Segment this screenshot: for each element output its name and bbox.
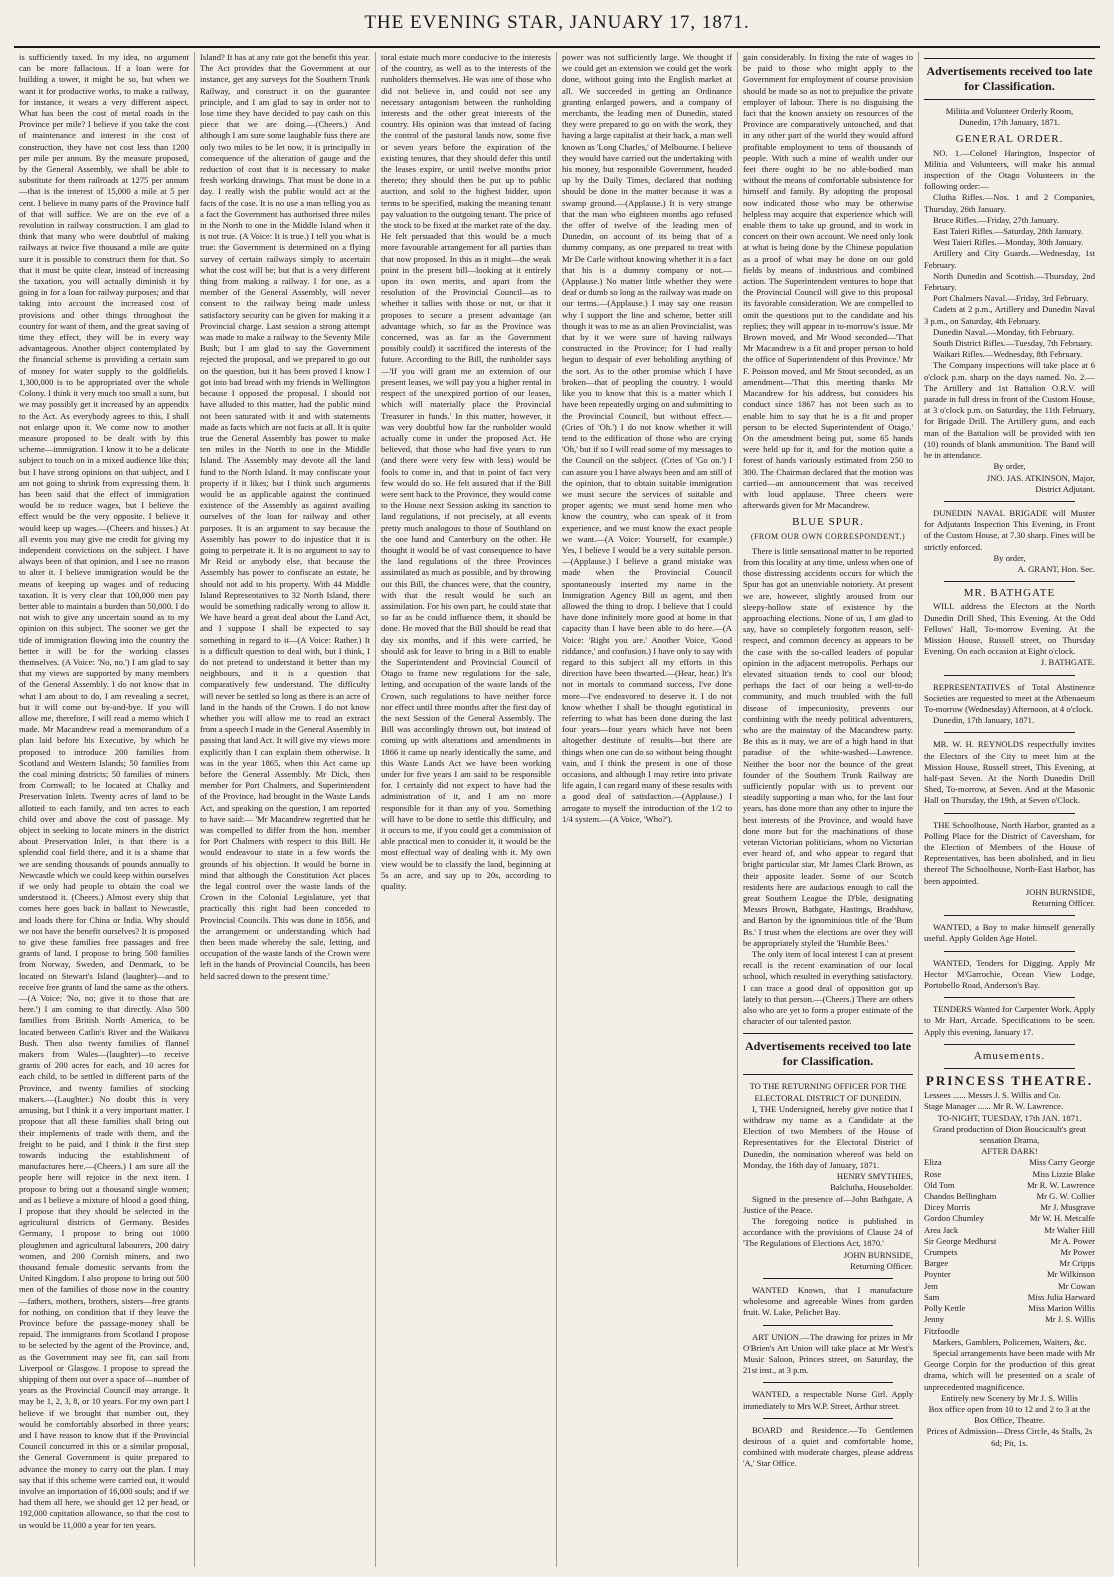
cast-row <box>924 1247 1095 1258</box>
returning-officer: JOHN BURNSIDE, <box>843 1249 913 1260</box>
divider <box>763 1418 893 1419</box>
actor: Mr J. S. Willis <box>1045 1314 1095 1325</box>
column-3 <box>376 52 557 1567</box>
actor: Mr G. W. Collier <box>1036 1191 1095 1202</box>
blue-spur-body: There is little sensational matter to be reported from this locality at any time, unless when one of those distressing accidents occurs for which the Spur has got an unenviable notoriety. At present we are, however, slightly aroused from our sleepy-hollow state of existence by the approaching elections. None of us, I am glad to say, have so completely forgotten reason, self-respect, and common decency as appears to be the case with the so-called leaders of popular opinion in the adjacent metropolis. Perhaps our elevated situation tends to cool our blood; perhaps the fact of our being a well-to-do community, and much troubled with the full disease of impecuniosity, prevents our combining with the needy political adventurers, who are the mainstay of the Macandrew party. Be this as it may, we are of a high hand in that paradise of the white-washed—Lawrence. Neither the boor nor the bounce of the great founder of the Southern Trunk Railway are sufficiently popular with us to prevent our steadily supporting a man who, for the last four years, has done more than any other to injure the best interests of the Province, and would have done more but for the machinations of those veteran Victorian politicians, whom no Victorian ever heard of, and who appear to regard that bright particular star, Mr James Clark Brown, as their apposite leader. Some of our Scotch residents here are audacious enough to call the great Southern League the D'ble, designating Messrs Brown, Bathgate, Hastings, Bradshaw, and Barton by the ignominious title of the 'Bum Bs.' I trust when the elections are over they will be appropriately styled the 'Humble Bees.' <box>743 545 913 948</box>
militia-footer: The Company inspections will take place at 6 o'clock p.m. sharp on the days named. No. 2.—The Artillery and 1st Battalion O.R.V. will parade in full dress in front of the Custom House, at 3 o'clock p.m. on Saturday, the 11th February, for Brigade Drill. The Artillery guns, and each man of the Battalion will be provided with ten (10) rounds of blank ammunition. The Band will be in attendance. <box>924 360 1095 461</box>
role: Jenny <box>924 1314 945 1325</box>
role: Polly Kettle <box>924 1303 966 1314</box>
schoolhouse-signature-2: Returning Officer. <box>1032 898 1095 908</box>
article-text: is sufficiently taxed. In my idea, no argument can be more fallacious. If a loan were for building a tower, it might be so, but when we want it for productive works, to make a railway, for instance, it wears a very different aspect. What has been the cost of metal roads in the Province per mile? I believe if you take the cost of maintenance and interest in the cost of construction, they have not cost less than 1200 per mile per annum. By the measure proposed, by the General Assembly, we shall be able to substitute for them railroads at 1275 per annum—that is the interest of 15,000 a mile at 5 per cent. I believe in many parts of the Province half of that will suffice. We are on the eve of a revolution in railway construction. I am glad to think that many who were doubtful of making railways at twice five thousand a mile are quite sure it is possible to construct them for that. So that it must be quite clear, instead of increasing the taxation, you will actually diminish it by going in for a loan for railway purposes; and that taking into account the increased cost of provisions and other things throughout the country for want of them, and the great saving of time they effect, they will be in every way advantageous. Another object contemplated by the financial scheme is providing a certain sum of money for water supply to the goldfields. 1,300,000 is to be appropriated over the whole Colony. I think it very much too small a sum, but we may possibly get it increased by an appendix to the Act. As everybody agrees to this, I shall not enlarge upon it. We come now to another measure proposed to be dealt with by this scheme—immigration. I know it to be a delicate subject to touch on in a mixed audience like this; but I have strong opinions on that subject, and I am not going to shrink from expressing them. It has been said that the effect of immigration would be to reduce wages, but I believe the effect would be the very opposite. I believe it would keep up wages.—(Cheers and hisses.) At all events you may give me credit for giving my independent convictions on the subject. I have always been of that opinion, and I see no reason to alter it. I believe immigration would be the means of keeping up wages and of reducing taxation. It is very clear that 100,000 men pay better able to maintain a burden than 50,000. I do not wish to give any uncertain sound as to my opinion on this subject. The sooner we get the tide of immigration flowing into the country the better it will be for the working classes themselves. (A Voice: 'No, no.') I am glad to say that my views are supported by many members of the General Assembly. I do not know that in what I am about to do, I am revealing a secret, but it will come out by-and-bye. If you will allow me, therefore, I will read a memo which I made. Mr Macandrew read a memorandum of a plan laid before his Executive, by which he proposed to introduce 200 families from Scotland and Western Islands; 50 families from the coal mining districts; 50 families of miners from Cornwall; to be located at Chalky and Preservation Inlets. Twenty acres of land to be allotted to each family, and ten acres to each child over and above the cost of passage. My object in seeking to locate miners in the district about Preservation Inlet, is that there is a splendid coal field there, and it is a shame that we are sending thousands of pounds annually to Newcastle which we could keep within ourselves if we only had people to obtain the coal we understood it. (Cheers.) Almost every ship that comes here goes back in ballast to Newcastle, and loads there for China or India. Why should we not have the benefit ourselves? It is proposed to give these families free passages and free grants of land. I propose to bring 500 families from Norway, Sweden, and Denmark, to be located on Stewart's Island (laughter)—and to receive free grants of land the same as the others.—(A Voice: 'No, no; give it to those that are here.') I am coming to that directly. Also 500 families from British North America, to be located between Catlin's River and the Waikava Bush. Then also twenty families of flannel makers from Wales—(laughter)—to receive grants of 200 acres for each, and 10 acres for each child, to be settled in different parts of the Province, and twenty families of stocking makers.—(Laughter.) No doubt this is very amusing, but I think it a very important matter. I propose that all these families shall bring out their implements of trade with them, and the freight to be paid, and I think it the first step towards inducing the establishment of manufactures here.—(Cheers.) I am sure all the people here will rejoice in the next item. I propose to bring out a thousand single women; and as I believe a mixture of blood a good thing, I propose that they should be selected in the agricultural districts of Germany. Besides Germany, I propose to bring out 1000 ploughmen and agricultural labourers, 200 dairy women, and 200 Cornish miners, and two thousand female domestic servants from the United Kingdom. I also propose to bring out 500 men of the families of those now in the country—fathers, mothers, brothers, sisters—free grants for nothing, on condition that if they leave the Province before the passage-money shall be repaid. The immigrants from Scotland I propose to be selected by the agent of the Province, and, as the Government may see fit, can sail from Liverpool or Glasgow. I propose to spread the shipping of them out over a space of—number of years as the Provincial Council may arrange. It may be 1, 2, 3, 8, or 10 years. For my own part I believe if we brought that number out, they would be comfortably absorbed in three years; and I have reason to know that if the Provincial Council concurred in this or a similar proposal, the General Government is quite prepared to advance the money to carry out the plan. I may say that if this scheme were carried out, it would involve an importation of 16,000 souls; and if we had them all here, we should get 12 per head, or 192,000 capitation allowance, so that the cost to us would be 11,000 a year for ten years. <box>19 52 189 1530</box>
divider <box>944 997 1075 998</box>
newspaper-title: THE EVENING STAR, JANUARY 17, 1871. <box>364 12 750 33</box>
schedule-item: West Taieri Rifles.—Monday, 30th January. <box>933 237 1084 248</box>
divider <box>944 581 1075 582</box>
newspaper-columns <box>14 52 1100 1567</box>
returning-foregoing: The foregoing notice is published in accordance with the provisions of Clause 24 of 'The Regulations of Elections Act, 1870.' <box>743 1215 913 1249</box>
role: Sir George Medhurst <box>924 1235 997 1246</box>
naval-by-order: By order, <box>993 552 1026 563</box>
cast-row <box>924 1169 1095 1180</box>
divider <box>944 951 1075 952</box>
schoolhouse-signature: JOHN BURNSIDE, <box>1025 886 1095 897</box>
role: Crumpets <box>924 1247 958 1258</box>
cast-row <box>924 1202 1095 1213</box>
cast-row <box>924 1157 1095 1168</box>
schoolhouse-ad: THE Schoolhouse, North Harbor, granted as a Polling Place for the District of Caversham, for the Election of Members of the House of Representatives, has been abolished, and in lieu thereof The Schoolhouse, North-East Harbor, has been appointed. <box>924 819 1095 886</box>
returning-witness: Signed in the presence of—John Bathgate, A Justice of the Peace. <box>743 1193 913 1215</box>
militia-heading-1: Militia and Volunteer Orderly Room, <box>945 106 1074 116</box>
actor: Mr Wilkinson <box>1047 1269 1095 1280</box>
role: Rose <box>924 1168 942 1179</box>
theatre-grand: Grand production of Dion Boucicault's great sensation Drama, <box>932 1123 1087 1146</box>
schedule-item: Cadets at 2 p.m., Artillery and Dunedin Naval 3 p.m., on Saturday, 4th February. <box>924 304 1095 326</box>
cast-row <box>924 1258 1095 1269</box>
article-text: gain considerably. In fixing the rate of wages to be paid to those who might apply to the Government for employment of course provision should be made so as not to prejudice the private employer of labour. There is no disguising the fact that the known anxiety on resources of the Province are comparatively untouched, and that in any other part of the world they would afford profitable employment to tens of thousands of people. With such a mine of wealth under our feet there ought to be no able-bodied man without the means of comfortable subsistence for himself and family. By adopting the proposal now indicated those who may be otherwise helpless may acquire that experience which will enable them to take up ground, and to work in concert on their own account. We need only look at what is being done by the Chinese population as a proof of what may be done on our gold fields by means of industrious and combined action. The Superintendent ventures to hope that the Provincial Council will give to this proposal its favorable consideration. We are compelled to omit the questions put to the candidate and his replies; they will appear in to-morrow's issue. Mr Brown moved, and Mr Wood seconded—'That Mr Macandrew is a fit and proper person to hold the office of Superintendent of this Province.' Mr F. Poisson moved, and Mr Stout seconded, as an amendment—'That this meeting thanks Mr Macandrew for his address, but considers his conduct since 1867 has not been such as to enable him to say that he is a fit and proper person to be elected Superintendent of Otago.' On the amendment being put, some 65 hands were held up for it, and for the motion quite a forest of hands variously estimated from 250 to 300. The Chairman declared that the motion was carried—an announcement that was received with loud applause. Three cheers were afterwards given for Mr Macandrew. <box>743 52 913 511</box>
schedule-item: North Dunedin and Scottish.—Thursday, 2nd February. <box>924 270 1095 293</box>
returning-signature-2: Balclutha, Householder. <box>830 1182 913 1193</box>
art-union-ad: ART UNION.—The drawing for prizes in Mr O'Brien's Art Union will take place at Mr West's Music Saloon, Princes street, on Saturday, the 21st inst., at 3 p.m. <box>743 1331 913 1376</box>
divider <box>944 1068 1075 1069</box>
actor: Mr Power <box>1060 1247 1095 1258</box>
blue-spur-subtitle: (FROM OUR OWN CORRESPONDENT.) <box>750 531 906 541</box>
theatre-scenery: Entirely new Scenery by Mr J. S. Willis <box>941 1392 1078 1403</box>
actor: Miss Julia Harward <box>1027 1291 1095 1302</box>
bathgate-title: MR. BATHGATE <box>963 587 1056 600</box>
divider <box>944 675 1075 676</box>
theatre-prices: Prices of Admission—Dress Circle, 4s Stalls, 2s 6d; Pit, 1s. <box>926 1426 1093 1448</box>
column-1 <box>14 52 195 1567</box>
cast-row <box>924 1303 1095 1314</box>
nurse-ad: WANTED, a respectable Nurse Girl. Apply immediately to Mrs W.P. Street, Arthur street. <box>743 1389 913 1411</box>
abstinence-ad: REPRESENTATIVES of Total Abstinence Societies are requested to meet at the Athenaeum To-morrow (Wednesday) Afternoon, at 4 o'clock. <box>924 681 1095 714</box>
masthead <box>14 0 1100 48</box>
bathgate-signature: J. BATHGATE. <box>1040 657 1095 668</box>
divider <box>944 732 1075 733</box>
militia-body: NO. 1.—Colonel Harington, Inspector of Militia and Volunteers, will make his annual inspection of the Otago Volunteers in the following order:— <box>924 147 1095 192</box>
column-2 <box>195 52 376 1567</box>
role: Dicey Morris <box>924 1202 971 1213</box>
schedule-item: Waikari Rifles.—Wednesday, 8th February. <box>933 349 1083 360</box>
column-5 <box>738 52 919 1567</box>
role: Fitzfoodle <box>924 1325 960 1336</box>
theatre-play: AFTER DARK! <box>981 1146 1038 1157</box>
divider <box>944 1044 1075 1045</box>
wanted-digging-ad: WANTED, Tenders for Digging. Apply Mr Hector M'Garrochie, Ocean View Lodge, Portobello Road, Anderson's Bay. <box>924 957 1095 991</box>
article-text: toral estate much more conducive to the interests of the country, as well as to the interests of the runholders themselves. He was one of those who did not believe in, and could not see any necessary antagonism between the runholding interests and the other great interests of the country. His opinion was that instead of facing the control of the pastoral lands now, some five or seven years before the expiration of the existing tenures, that they should defer this until the leases expire, or until twelve months prior thereto; they should then be put up to public auction, and sold to the highest bidder, upon terms to be specified, making the meaning tenant pay valuation to the outgoing tenant. The price of the stock to be fixed at the market rate of the day. He felt persuaded that this would be a much more favourable arrangement for all parties than that now proposed. In this as it might—the weak point in the present bill—looking at it entirely upon its own merits, and apart from the resolution of the Provincial Council—as to whether it tallies with those or not, or that it proposes to secure a present advantage (an advantage which, so far as the Province was concerned, was as far as the Government possibly could) it sacrificed the interests of the future. According to the Bill, the runholder says—'If you will grant me an extension of our present leases, we will pay you a higher rental in respect of the unexpired portion of our leases, which will materially place the Provincial Treasurer in funds.' In this matter, however, it was very doubtful how far the runholder would actually come in under the proposed Act. He believed, that those who had five years to run (and there were very few with less) would be fools to come in, and that in point of fact very few would do so. He felt assured that if the Bill were sent back to the Province, they would come to the House next Session asking its sanction to land regulations, if not precisely, at all events pretty much analogous to those of Southland on the one hand and Canterbury on the other. He thought it would be of vast consequence to have the land regulations of the three Provinces assimilated as much as possible, and by throwing out this Bill, the chances were, that the country, with that the result would be such an assimilation. For his own part, he could state that so far as he could influence them, it should be done. He moved that the Bill should be read that day six months, and if this were carried, he should ask for leave to bring in a Bill to enable the Superintendent and Provincial Council of Otago to frame new regulations for the sale, letting, and occupation of the waste lands of the Crown, such regulations to have neither force nor effect until three months after the first day of the next Session of the General Assembly. The Bill was accordingly thrown out, but instead of coming up with alterations and amendments in 1866 it came up nearly identically the same, and this Waste Lands Act we have been working under for five years I am said to be responsible for. I certainly did not expect to have had the administration of it, and I am no more responsible for it than any of you. Something will have to be done to settle this difficulty, and it occurs to me, if you could get a commission of able practical men to consider it, it would be the most effectual way of dealing with it. My own view would be to classify the land, beginning at 5s an acre, and say up to 20s, according to quality. <box>381 52 551 892</box>
board-ad: BOARD and Residence.—To Gentlemen desirous of a quiet and comfortable home, combined with moderate charges, please address 'A,' Star Office. <box>743 1424 913 1469</box>
cast-row <box>924 1292 1095 1303</box>
role: Sam <box>924 1291 940 1302</box>
schedule-item: Dunedin Naval.—Monday, 6th February. <box>933 326 1075 337</box>
returning-title: TO THE RETURNING OFFICER FOR THE ELECTORAL DISTRICT OF DUNEDIN. <box>749 1081 907 1103</box>
theatre-tonight: TO-NIGHT, TUESDAY, 17th JAN. 1871. <box>937 1112 1082 1123</box>
returning-body: I, THE Undersigned, hereby give notice that I withdraw my name as a Candidate at the Election of two Members of the House of Representatives for the Electoral District of Dunedin, the nomination whereof was held on Monday, the 16th day of January, 1871. <box>743 1103 913 1170</box>
theatre-lessees: Lessees ...... Messrs J. S. Willis and Co. <box>924 1090 1061 1101</box>
naval-brigade-ad: DUNEDIN NAVAL BRIGADE will Muster for Adjutants Inspection This Evening, in Front of the Custom House, at 7.30 sharp. Fines will be strictly enforced. <box>924 507 1095 552</box>
theatre-manager: Stage Manager ...... Mr R. W. Lawrence. <box>924 1101 1064 1112</box>
actor: Mr J. Musgrave <box>1040 1202 1095 1213</box>
actor: Mr Walter Hill <box>1044 1224 1095 1235</box>
article-text: Island? It has at any rate got the benefit this year. The Act provides that the Government at our instance, get any surveys for the Southern Trunk Railway, and construct it on the guarantee principle, and I am glad to say in order not to lose time they have decided to pay cash on this piece that we are doing.—(Cheers.) And although I am sure some laughable fuss there are only two miles to be let now, it is principally in consequence of the alteration of gauge and the reduction of cost that it is necessary to make fresh working drawings. That must be done in a day. I really wish the public would act at the facts of the case. It is no use a man telling you as a fact the Government has authorised three miles in the North to one in the Middle Island when it is not true. (A Voice: It is true.) I tell you what is true: the Government is determined on a flying survey of certain railways simply to ascertain what the cost will be; but that is a very different thing from making a railway. I for one, as a member of the General Assembly, will never consent to the railway being made unless satisfactory security can be given for making it a Provincial charge. Last session a strong attempt was made to make a railway to the Seventy Mile Bush; but I am glad to say the Government rejected the proposal, and we prepared to go out on the question, but it has been proved I know I got into bad bread with my friends in Wellington because I opposed the proposal. I should not have alluded to this matter, had the public mind not been saturated with it and with statements made as facts which are not facts at all. It is quite true the General Assembly has power to make ten miles in the North to one in the Middle Island. The Assembly may devote all the land fund to the North Island. It may confiscate your property if it likes; but I think such arguments would be as applicable against the continued existence of the Assembly as against availing ourselves of the loan for railway and other purposes. It is an argument to say because the Assembly has power to do injustice that it is going to perpetrate it. It is no argument to say to Mr Reid or anybody else, that because the Assembly has power to confiscate an estate, he should not add to his property. With 44 Middle Island Representatives to 32 North Island, there would be something radically wrong to allow it. We have heard a great deal about the Land Act, and I suppose I shall be expected to say something in regard to it—(A Voice: Rather.) It is a difficult question to deal with, but I think, I do not pretend to understand it better than my neighbours, and it is a question that comparatively few understand. The difficulty will never be settled so long as there is an acre of land in the hands of the Crown. I do not know whether you will allow me to read an extract from a speech I made in the General Assembly in passing that land Act. It will give my views more explicitly than I can explain them otherwise. It was in the year 1865, when this Act came up before the General Assembly. Mr Dick, then member for Port Chalmers, and Superintendent of the Province, had brought in the Waste Lands Act, and speaking on the question, I am reported to have said:— 'Mr Macandrew regretted that he was compelled to differ from the hon. member for Port Chalmers with respect to this Bill. He would endeavour to state in a few words the grounds of his objection. It would be borne in mind that although the Constitution Act places the legal control over the waste lands of the Crown in the Colonial Legislature, yet that practically this right had been conceded to Provincial Councils. This was done in 1856, and the arrangement or understanding which had then been made whereby the sale, letting, and occupation of the waste lands of the Crown were left in the hands of Provincial Councils, has been held sacred down to the present time.' <box>200 52 370 981</box>
divider <box>763 1325 893 1326</box>
actor: Miss Lizzie Blake <box>1032 1168 1095 1179</box>
actor: Miss Marion Willis <box>1028 1303 1095 1314</box>
schedule-item: Bruce Rifles.—Friday, 27th January. <box>933 214 1059 225</box>
theatre-note: Special arrangements have been made with Mr George Corpin for the production of this great drama, which will be presented on a scale of unprecedented magnificence. <box>924 1347 1095 1392</box>
role: Chandos Bellingham <box>924 1191 997 1202</box>
ads-header: Advertisements received too late for Classification. <box>924 58 1095 100</box>
cast-row <box>924 1191 1095 1202</box>
blue-spur-title: BLUE SPUR. <box>792 516 864 529</box>
divider <box>944 501 1075 502</box>
militia-by-order: By order, <box>993 461 1026 472</box>
cast-row <box>924 1236 1095 1247</box>
tenders-ad: TENDERS Wanted for Carpenter Work. Apply to Mr Hart, Arcade. Specifications to be seen. Apply this evening, January 17. <box>924 1004 1095 1037</box>
cast-row <box>924 1225 1095 1236</box>
actor: Mr A. Power <box>1050 1235 1095 1246</box>
divider <box>763 1382 893 1383</box>
role: Jem <box>924 1280 938 1291</box>
schedule-item: Artillery and City Guards.—Wednesday, 1st February. <box>924 248 1095 270</box>
returning-officer-2: Returning Officer. <box>850 1260 913 1271</box>
article-text: power was not sufficiently large. We thought if we could get an extension we could get the work done, without going into the English market at all. We succeeded in getting an Ordinance granting enlarged powers, and a company of merchants, the leading men of Dunedin, stated they were prepared to go on with the work, they having a large capitalist at their back, a man well known as 'Long Charles,' of Melbourne. I believe they would have carried out the undertaking with his money, but responsible Government, headed up by the Daily Times, declared that nothing should be done in the matter because it was a swamp ground.—(Applause.) It is very strange that the man who eighteen months ago refused the offer of twelve of the leading men of Dunedin, on account of its being that of a dummy company, as one prepared to treat with Mr De Carle without knowing whether it is a fact that his is a dummy company or not.—(Applause.) No matter little whether they were deaf or dumb so long as the railway was made on our terms.—(Applause.) I may say one reason why I support the line and scheme, better still though it was to me as an alien Provincialist, was that by it we were sure of having railways constructed in the Province; for I had really begun to despair of ever beholding anything of the sort. As to the other promise which I have broken—that of peopling the country. I would like you to know that this is a matter which I have been repeatedly urging on and submitting to the Provincial Council, but without effect.—(Cries of 'Oh.') I do not know whether it will tend to the edification of those who are crying 'Oh,' but if so I will read some of my messages to the Council on the subject. (Cries of 'Go on.') I can assure you I have always been and am still of the opinion, that to obtain suitable immigration we must secure the services of suitable and proper agents; we must send home men who know the country, who can speak of it from experience, and we must know the exact people we want.—(A Voice: Yourself, for example.) Yes, I believe I would be a very suitable person.—(Applause.) I believe a grand mistake was made when the Provincial Council spontaneously inserted my name in the Immigration Agency Bill as agent, and then allowed the thing to drop. I believe that I could have done infinitely more good at home in that capacity than I have been able to do here.—(A Voice: 'Right you are.' Another Voice, 'Good riddance,' and confusion.) I have only to say with regard to this subject all my efforts in this direction have been thwarted.—(Hear, hear.) It's not in mortals to command success, I've done more—I've endeavored to deserve it. I do not know whether I shall be thought egotistical in referring to what has been done during the last four years—four years which have not been altogether destitute of results—but there are things when one can do so without being thought vain, and I think the present is one of those occasions, and although I may retire into private life again, I can regard many of these results with a good deal of satisfaction.—(Applause.) I arrogate to myself the introduction of the 1/2 to 1/4 system.—(A Voice, 'Who?'). <box>562 52 733 824</box>
cast-row <box>924 1213 1095 1224</box>
role: Eliza <box>924 1157 942 1168</box>
general-order-title: GENERAL ORDER. <box>955 133 1064 146</box>
militia-heading-2: Dunedin, 17th January, 1871. <box>958 117 1061 128</box>
actor: Mr Cowan <box>1058 1280 1095 1291</box>
schedule-item: South District Rifles.—Tuesday, 7th February. <box>933 338 1093 349</box>
actor: Mr Cripps <box>1059 1258 1095 1269</box>
actor: Miss Carry George <box>1029 1157 1095 1168</box>
theatre-markers: Markers, Gamblers, Policemen, Waiters, &c. <box>932 1336 1087 1347</box>
schedule-item: Clutha Rifles.—Nos. 1 and 2 Companies, Thursday, 26th January. <box>924 192 1095 214</box>
role: Gordon Chumley <box>924 1213 984 1224</box>
amusements-title: Amusements. <box>973 1049 1046 1062</box>
divider <box>763 1278 893 1279</box>
naval-signature: A. GRANT, Hon. Sec. <box>1017 563 1095 574</box>
actor: Mr W. H. Metcalfe <box>1029 1213 1095 1224</box>
wanted-boy-ad: WANTED, a Boy to make himself generally useful. Apply Golden Age Hotel. <box>924 922 1095 944</box>
cast-row <box>924 1281 1095 1292</box>
militia-signature-2: District Adjutant. <box>1035 483 1095 494</box>
abstinence-date: Dunedin, 17th January, 1871. <box>933 715 1035 726</box>
role: Old Tom <box>924 1179 955 1190</box>
actor: Mr R. W. Lawrence <box>1026 1179 1095 1190</box>
ads-header-2: Advertisements received too late for Classification. <box>743 1033 913 1075</box>
column-4 <box>557 52 738 1567</box>
militia-signature: JNO. JAS. ATKINSON, Major, <box>986 472 1095 483</box>
cast-row <box>924 1269 1095 1280</box>
theatre-title: PRINCESS THEATRE. <box>925 1073 1094 1089</box>
divider <box>944 813 1075 814</box>
role: Bargee <box>924 1258 949 1269</box>
role: Area Jack <box>924 1224 959 1235</box>
schedule-item: East Taieri Rifles.—Saturday, 28th January. <box>933 226 1084 237</box>
divider <box>944 915 1075 916</box>
returning-signature: HENRY SMYTHIES, <box>836 1171 913 1182</box>
wines-ad: WANTED Known, that I manufacture wholesome and agreeable Wines from garden fruit. W. Lake, Pelichet Bay. <box>743 1284 913 1318</box>
cast-row <box>924 1314 1095 1325</box>
cast-row <box>924 1180 1095 1191</box>
cast-list <box>924 1157 1095 1336</box>
role: Poynter <box>924 1269 951 1280</box>
bathgate-body: WILL address the Electors at the North Dunedin Drill Shed, This Evening. At the Odd Fellows' Hall, To-morrow Evening. At the Mission House, Russell street, on Thursday Evening. On each occasion at Eight o'clock. <box>924 601 1095 657</box>
blue-spur-body-2: The only item of local interest I can at present recall is the recent examination of our local school, which resulted in everything satisfactory. I can trace a good deal of opposition got up lately to that person.—(Cheers.) There are others also who are yet to form a proper estimate of the character of our talented pastor. <box>743 949 913 1027</box>
theatre-box-office: Box office open from 10 to 12 and 2 to 3 at the Box Office, Theatre. <box>928 1403 1091 1426</box>
cast-row <box>924 1326 1095 1337</box>
column-6 <box>919 52 1100 1567</box>
reynolds-ad: MR. W. H. REYNOLDS respectfully invites the Electors of the City to meet him at the Mission House, Russell street, This Evening, at half-past Seven. At the North Dunedin Drill Shed, To-morrow, at Seven. And at the Masonic Hall on Thursday, the 19th, at Seven o'Clock. <box>924 739 1095 806</box>
schedule-item: Port Chalmers Naval.—Friday, 3rd February. <box>933 293 1089 304</box>
